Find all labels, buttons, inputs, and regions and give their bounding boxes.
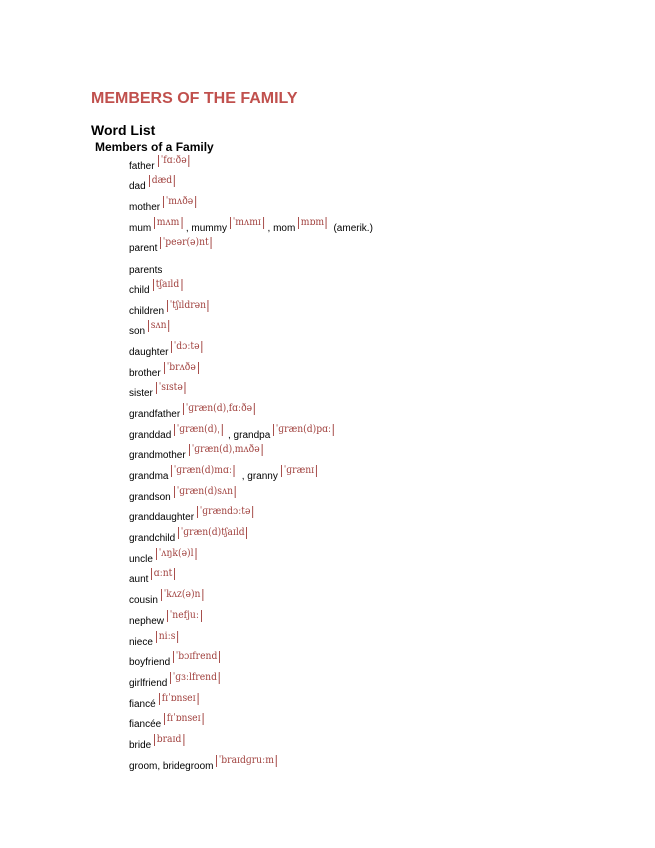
word-entry-line (129, 265, 162, 276)
pronunciation: ˈnefjuː (167, 610, 202, 622)
word-variant: , granny (241, 471, 278, 482)
word-text: son (129, 326, 146, 338)
word-entry-line (129, 527, 255, 545)
pronunciation: ˈpeər(ə)nt (160, 237, 211, 249)
word-entry-line (129, 320, 172, 338)
word-entry (129, 485, 629, 506)
word-entry-line (129, 713, 208, 731)
word-variant: , mummy (185, 222, 227, 234)
pronunciation: fɪˈɒnseɪ (159, 693, 198, 705)
pronunciation: ˈbraɪdɡruːm (216, 755, 277, 767)
word-text: father (129, 160, 155, 172)
pronunciation: mʌm (154, 217, 182, 229)
word-text: grandson (129, 491, 171, 503)
pronunciation: ˈkʌz(ə)n (161, 589, 203, 601)
subsection-title: Members of a Family (95, 140, 214, 154)
word-entry (129, 651, 629, 672)
pronunciation: ˈfɑːðə (158, 155, 189, 167)
word-entry (129, 195, 629, 216)
word-entry-line (129, 361, 202, 380)
word-entry-line (129, 154, 193, 173)
word-text: mother (129, 202, 161, 214)
word-entry (129, 547, 629, 568)
word-entry-line (129, 589, 208, 607)
word-entry (129, 320, 629, 341)
pronunciation: ˈɡræn(d)mɑː (171, 465, 235, 477)
word-entry (129, 444, 629, 465)
word-entry (129, 237, 629, 258)
word-entry-line (129, 671, 225, 690)
pronunciation: ˈɡræn(d)ˌfɑːðə (183, 403, 255, 415)
word-text: parent (129, 243, 158, 255)
word-entry (129, 630, 629, 651)
pronunciation: ˈmʌmɪ (230, 217, 264, 229)
word-text: boyfriend (129, 657, 171, 669)
word-entry (129, 506, 629, 527)
word-text: girlfriend (129, 677, 168, 689)
word-text: daughter (129, 346, 169, 358)
pronunciation: ˈtʃɪldrən (167, 300, 209, 312)
pronunciation: ˈɡɜːlfrend (170, 672, 220, 684)
word-entry-line (129, 175, 178, 193)
word-entry (129, 154, 629, 175)
word-entry-line (129, 630, 181, 649)
word-text: dad (129, 181, 146, 193)
word-entry (129, 733, 629, 754)
word-text: brother (129, 367, 161, 379)
word-entry-line (129, 465, 321, 483)
word-entry (129, 278, 629, 299)
word-text: grandmother (129, 450, 186, 462)
word-entry-line (129, 340, 207, 359)
word-text: child (129, 284, 150, 296)
word-entry-line (129, 299, 213, 318)
word-entry (129, 340, 629, 361)
word-text: parents (129, 265, 163, 277)
pronunciation: ˈɡræn(d)ˌ (174, 424, 223, 436)
word-entry-line (129, 423, 340, 442)
word-entry-line (129, 485, 242, 504)
word-entry (129, 257, 629, 278)
word-entry (129, 216, 629, 237)
pronunciation: ˈmʌðə (163, 196, 196, 208)
word-entry (129, 609, 629, 630)
pronunciation: ˈbrʌðə (164, 362, 199, 374)
word-entry-line (129, 651, 225, 669)
word-entry (129, 423, 629, 444)
word-text: grandma (129, 471, 169, 482)
word-entry (129, 526, 629, 547)
word-text: mum (129, 222, 152, 234)
word-text: granddad (129, 429, 172, 441)
word-entry-line (129, 568, 179, 586)
word-entry-line (129, 237, 217, 255)
section-title: Word List (91, 122, 156, 138)
pronunciation: ˈbɔɪfrend (173, 651, 220, 663)
word-text: groom, bridegroom (129, 760, 214, 772)
word-text: children (129, 305, 165, 317)
word-text: grandfather (129, 408, 181, 420)
word-text: uncle (129, 553, 153, 565)
word-entry-line (129, 444, 270, 462)
word-entry (129, 713, 629, 734)
word-entry (129, 671, 629, 692)
word-text: bride (129, 739, 152, 751)
pronunciation: ɑːnt (151, 568, 175, 580)
word-entry (129, 175, 629, 196)
word-entry (129, 692, 629, 713)
word-entry (129, 361, 629, 382)
word-entry (129, 382, 629, 403)
pronunciation: ˈɡræn(d)tʃaɪld (178, 527, 247, 539)
pronunciation: ˈɡræn(d)pɑː (273, 424, 334, 436)
pronunciation: braɪd (154, 734, 184, 746)
word-entry (129, 754, 629, 775)
word-entry-line (129, 609, 206, 628)
word-entry-line (129, 754, 283, 773)
pronunciation: sʌn (148, 320, 169, 332)
page-title: MEMBERS OF THE FAMILY (91, 90, 298, 107)
word-entry (129, 402, 629, 423)
word-text: fiancé (129, 698, 156, 710)
pronunciation: ˈɡræn(d)ˌmʌðə (189, 444, 262, 456)
word-list (129, 154, 629, 775)
pronunciation: ˈdɔːtə (171, 341, 202, 353)
pronunciation: niːs (156, 631, 178, 643)
word-entry-line (129, 216, 373, 235)
word-text: fiancée (129, 719, 162, 731)
word-entry-line (129, 547, 201, 566)
word-text: cousin (129, 595, 158, 607)
word-entry-line (129, 382, 189, 400)
pronunciation: ˈɡræn(d)sʌn (174, 486, 236, 498)
word-entry (129, 464, 629, 485)
word-text: nephew (129, 615, 165, 627)
word-text: aunt (129, 574, 149, 586)
pronunciation: dæd (149, 175, 175, 187)
word-text: grandchild (129, 533, 176, 545)
word-entry-line (129, 506, 259, 524)
pronunciation: ˈsɪstə (156, 382, 186, 394)
word-entry-line (129, 402, 262, 421)
pronunciation: ˈʌŋk(ə)l (156, 548, 196, 560)
word-entry (129, 299, 629, 320)
word-entry (129, 568, 629, 589)
word-text: granddaughter (129, 512, 195, 524)
word-text: sister (129, 388, 153, 400)
pronunciation: mɒm (298, 217, 327, 229)
word-entry-line (129, 278, 185, 297)
pronunciation: tʃaɪld (153, 279, 182, 291)
word-entry (129, 588, 629, 609)
usage-note: (amerik.) (333, 222, 373, 234)
word-text: niece (129, 636, 153, 648)
word-variant: , mom (267, 222, 296, 234)
pronunciation: ˈɡrænɪ (281, 465, 317, 477)
word-entry-line (129, 196, 200, 214)
pronunciation: fɪˈɒnseɪ (164, 713, 203, 725)
word-entry-line (129, 692, 202, 711)
word-entry-line (129, 733, 188, 752)
word-variant: , grandpa (228, 429, 271, 441)
pronunciation: ˈɡrændɔːtə (197, 506, 253, 518)
